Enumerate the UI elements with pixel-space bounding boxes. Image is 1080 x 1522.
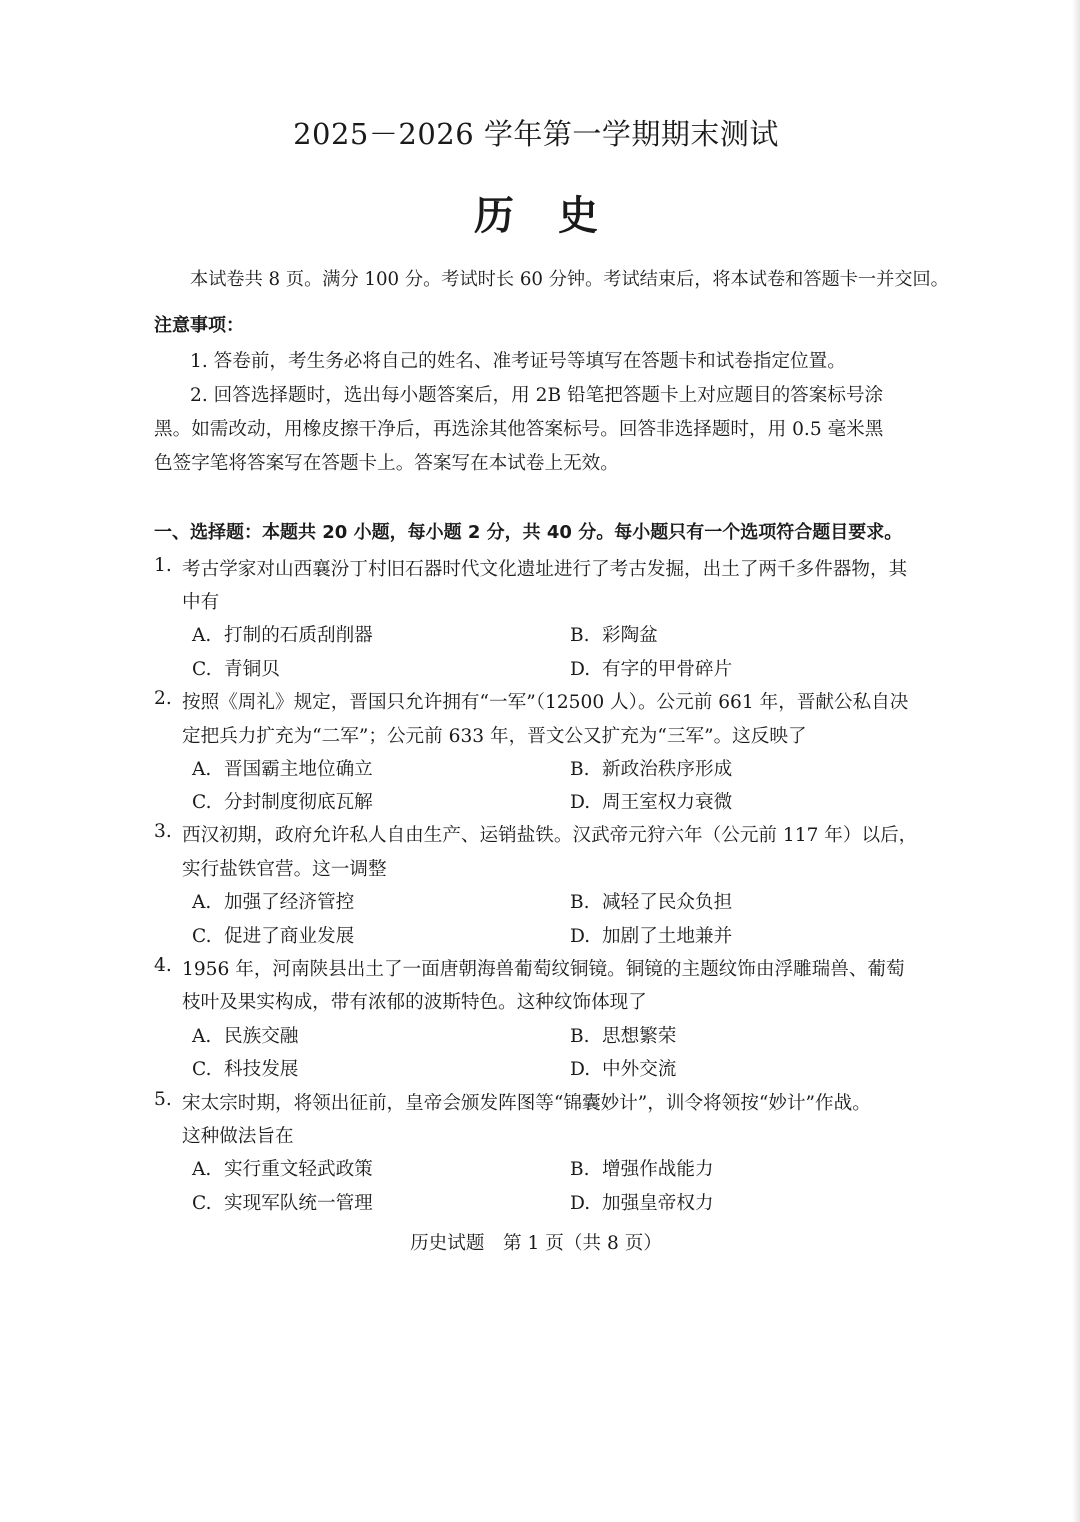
option-d: D. 周王室权力衰微 (570, 792, 733, 813)
subject-title: 历史 (474, 192, 642, 239)
option-b: B. 思想繁荣 (570, 1026, 677, 1047)
question-number: 5. (154, 1089, 172, 1110)
question-stem: 宋太宗时期，将领出征前，皇帝会颁发阵图等“锦囊妙计”，训令将领按“妙计”作战。 (182, 1093, 871, 1114)
option-a: A. 实行重文轻武政策 (192, 1159, 373, 1180)
section-title: 一、选择题：本题共 20 小题，每小题 2 分，共 40 分。每小题只有一个选项符合题目要求。 (154, 522, 903, 543)
option-c: C. 促进了商业发展 (192, 926, 355, 947)
option-a: A. 加强了经济管控 (192, 892, 355, 913)
notice-line: 黑。如需改动，用橡皮擦干净后，再选涂其他答案标号。回答非选择题时，用 0.5 毫米黑 (154, 419, 884, 440)
question-stem: 枝叶及果实构成，带有浓郁的波斯特色。这种纹饰体现了 (182, 992, 647, 1013)
question-stem: 考古学家对山西襄汾丁村旧石器时代文化遗址进行了考古发掘，出土了两千多件器物，其 (182, 559, 908, 580)
question-number: 2. (154, 688, 172, 709)
question-stem: 1956 年，河南陕县出土了一面唐朝海兽葡萄纹铜镜。铜镜的主题纹饰由浮雕瑞兽、葡萄 (182, 959, 905, 980)
question-stem: 中有 (182, 592, 220, 613)
option-a: A. 民族交融 (192, 1026, 299, 1047)
exam-intro: 本试卷共 8 页。满分 100 分。考试时长 60 分钟。考试结束后，将本试卷和答题卡一并交回。 (190, 269, 949, 290)
option-d: D. 加强皇帝权力 (570, 1193, 714, 1214)
notice-line: 2. 回答选择题时，选出每小题答案后，用 2B 铅笔把答题卡上对应题目的答案标号涂 (190, 385, 884, 406)
option-c: C. 青铜贝 (192, 659, 280, 680)
option-b: B. 彩陶盆 (570, 625, 658, 646)
option-a: A. 晋国霸主地位确立 (192, 759, 373, 780)
option-c: C. 科技发展 (192, 1059, 299, 1080)
option-d: D. 中外交流 (570, 1059, 677, 1080)
question-stem: 实行盐铁官营。这一调整 (182, 859, 387, 880)
notice-line: 色签字笔将答案写在答题卡上。答案写在本试卷上无效。 (154, 453, 619, 474)
page-footer: 历史试题 第 1 页（共 8 页） (410, 1233, 662, 1254)
option-c: C. 分封制度彻底瓦解 (192, 792, 373, 813)
notice-line: 1. 答卷前，考生务必将自己的姓名、准考证号等填写在答题卡和试卷指定位置。 (190, 351, 846, 372)
question-number: 4. (154, 955, 172, 976)
question-number: 3. (154, 821, 172, 842)
option-d: D. 有字的甲骨碎片 (570, 659, 733, 680)
option-b: B. 减轻了民众负担 (570, 892, 733, 913)
option-b: B. 增强作战能力 (570, 1159, 714, 1180)
option-a: A. 打制的石质刮削器 (192, 625, 373, 646)
question-stem: 西汉初期，政府允许私人自由生产、运销盐铁。汉武帝元狩六年（公元前 117 年）以后， (182, 825, 918, 846)
page-edge-shadow (1072, 0, 1080, 1522)
question-stem: 这种做法旨在 (182, 1126, 294, 1147)
option-d: D. 加剧了土地兼并 (570, 926, 733, 947)
notice-title: 注意事项： (154, 315, 244, 336)
exam-title: 2025－2026 学年第一学期期末测试 (293, 117, 779, 151)
question-stem: 按照《周礼》规定，晋国只允许拥有“一军”（12500 人）。公元前 661 年，晋献公私自决 (182, 692, 909, 713)
question-stem: 定把兵力扩充为“二军”；公元前 633 年，晋文公又扩充为“三军”。这反映了 (182, 726, 807, 747)
option-c: C. 实现军队统一管理 (192, 1193, 373, 1214)
question-number: 1. (154, 555, 172, 576)
option-b: B. 新政治秩序形成 (570, 759, 733, 780)
